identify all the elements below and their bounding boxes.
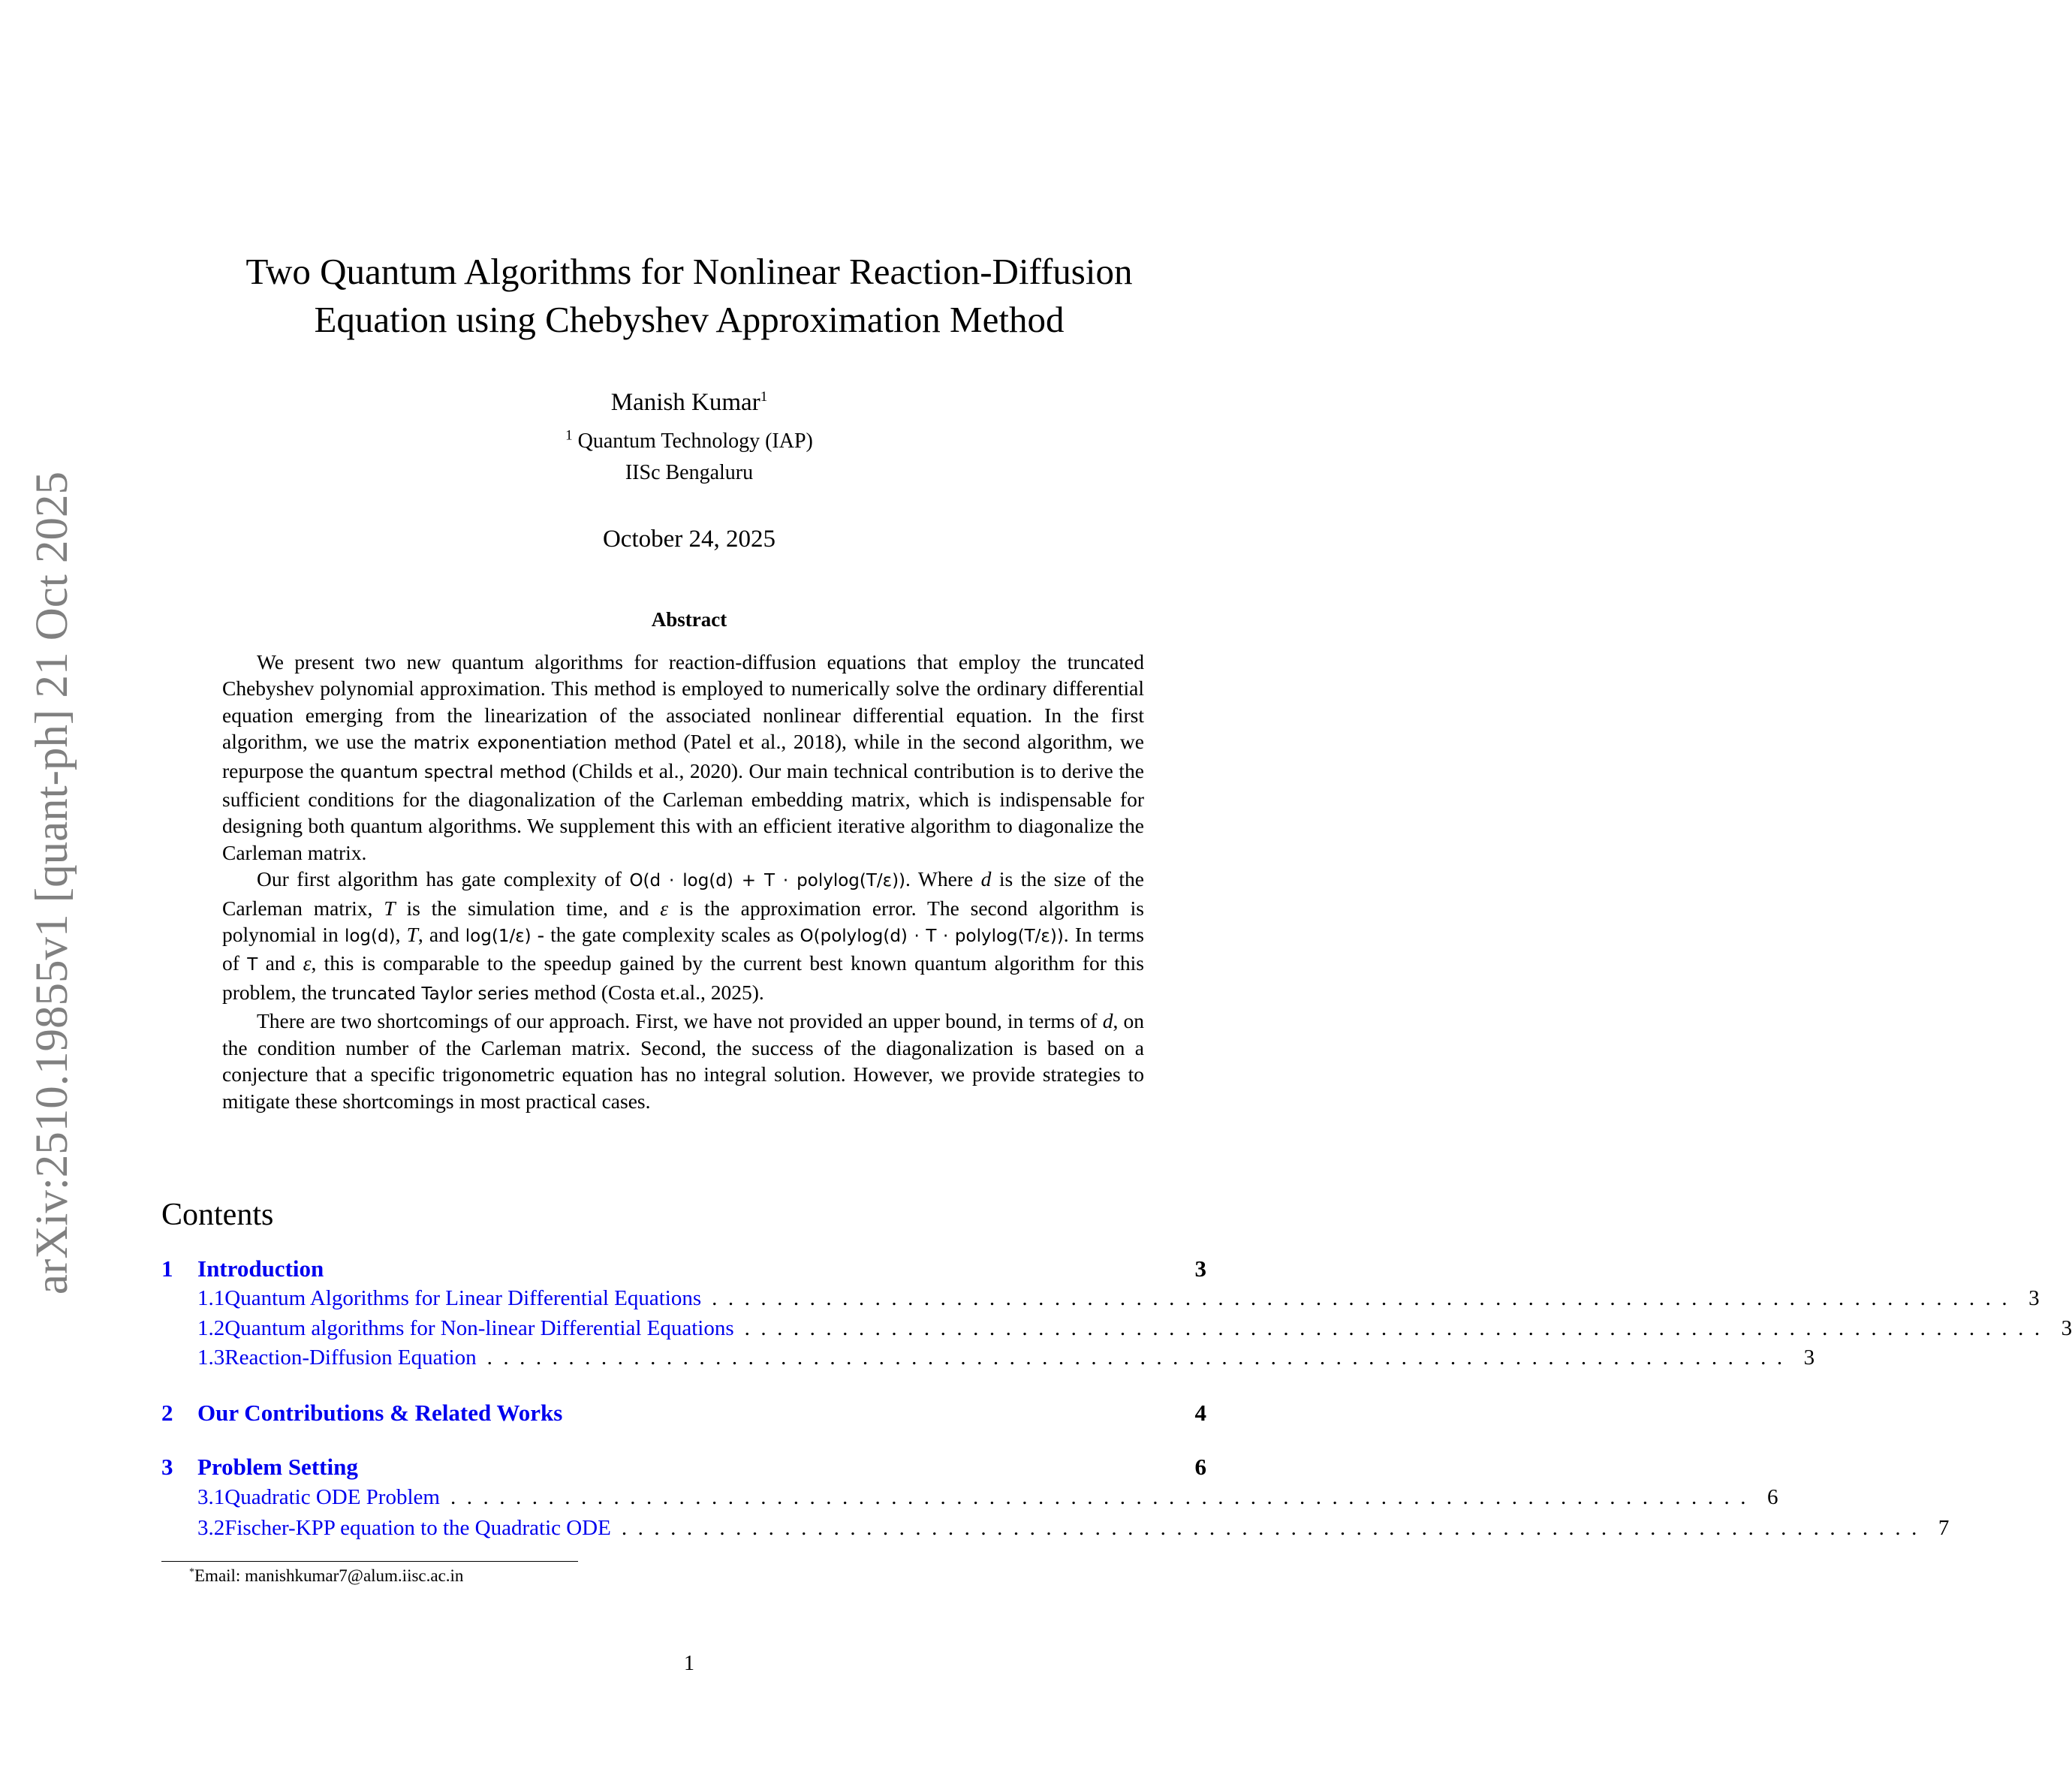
- footnote-mark: *: [189, 1566, 194, 1578]
- affiliation-mark: 1: [565, 427, 573, 444]
- abstract-text: , on the condition number of the Carleman matrix. Second, the success of the diagonalization is based on a conjecture that a specific trigonometric equation has no integral solution. However, we provide strategies to mitigate these shortcomings in most practical cases.: [222, 1009, 1144, 1113]
- abstract-text: (Childs et al., 2020). Our main technical contribution is to derive the sufficient conditions for the diagonalization of the Carleman embedding matrix, which is indispensable for designing both quantum algorithms. We supplement this with an efficient iterative algorithm to diagonalize the Carleman matrix.: [222, 758, 1144, 864]
- abstract-term: log(d): [344, 927, 396, 947]
- toc-leader-dots: ................................................................................: [486, 1346, 1793, 1370]
- toc-page-number: 3: [1803, 1346, 1815, 1370]
- toc-section-link[interactable]: [161, 1400, 1206, 1427]
- footnote-rule: [161, 1561, 578, 1562]
- abstract-text: is the size of the Carleman matrix,: [222, 867, 1145, 920]
- toc-number: 3.1: [197, 1485, 225, 1509]
- abstract-math: T: [384, 896, 396, 920]
- abstract-term: matrix exponentiation: [413, 734, 607, 754]
- toc-number: 3: [161, 1454, 173, 1480]
- abstract-term: log(1/ε): [465, 927, 532, 947]
- title-line-1: Two Quantum Algorithms for Nonlinear Reaction-Diffusion: [245, 251, 1133, 292]
- toc-leader-dots: ................................................................................: [450, 1485, 1757, 1509]
- abstract-body: [222, 649, 1144, 1114]
- abstract-text: There are two shortcomings of our approach. First, we have not provided an upper bound, in terms of: [257, 1009, 1103, 1033]
- abstract-term: O(d · log(d) + T · polylog(T/ε)): [629, 871, 906, 891]
- author-mark: 1: [760, 389, 768, 405]
- abstract-text: , this is comparable to the speedup gained by the current best known quantum algorithm for this problem, the: [222, 951, 1144, 1004]
- toc-subsection-link[interactable]: [161, 1346, 1815, 1370]
- abstract-heading: Abstract: [651, 608, 727, 631]
- abstract-text: - the gate complexity scales as: [531, 923, 800, 947]
- page-number: 1: [684, 1652, 694, 1675]
- affiliation-institute: IISc Bengaluru: [625, 461, 754, 484]
- toc-title[interactable]: Quantum Algorithms for Linear Differential Equations: [224, 1286, 702, 1310]
- toc-number: 3.2: [197, 1516, 225, 1540]
- toc-title[interactable]: Quadratic ODE Problem: [224, 1485, 440, 1509]
- toc-page-number: 4: [1194, 1400, 1206, 1426]
- abstract-paragraph: [222, 1008, 1144, 1114]
- abstract-term: T: [247, 955, 258, 975]
- toc-number: 1.3: [197, 1346, 225, 1370]
- affiliation: [0, 429, 1378, 454]
- toc-title[interactable]: Problem Setting: [197, 1454, 358, 1480]
- abstract-text: We present two new quantum algorithms for reaction-diffusion equations that employ the truncated Chebyshev polynomial approximation. This method is employed to numerically solve the ordinary differential equation emerging from the linearization of the associated nonlinear differential equation. In the first algorithm, we use the: [222, 650, 1144, 754]
- toc-title[interactable]: Fischer-KPP equation to the Quadratic ODE: [224, 1516, 611, 1540]
- toc-subsection-link[interactable]: [161, 1286, 2040, 1311]
- toc-leader-dots: ................................................................................: [712, 1286, 2019, 1310]
- abstract-term: truncated Taylor series: [331, 984, 529, 1004]
- toc-number: 1.1: [197, 1286, 225, 1310]
- abstract-text: ,: [395, 923, 407, 947]
- toc-section-link[interactable]: [161, 1255, 1206, 1282]
- abstract-math: T: [406, 923, 418, 947]
- toc-number: 1.2: [197, 1316, 225, 1340]
- toc-page-number: 3: [2028, 1286, 2040, 1310]
- abstract-math: ε: [303, 951, 312, 975]
- toc-page-number: 3: [1194, 1255, 1206, 1282]
- abstract-text: method (Patel et al., 2018), while in the second algorithm, we repurpose the: [222, 730, 1144, 782]
- abstract-math: ε: [660, 896, 669, 920]
- author: [0, 389, 1378, 417]
- toc-leader-dots: ................................................................................: [621, 1516, 1928, 1540]
- abstract-math: d: [1102, 1009, 1113, 1033]
- toc-page-number: 6: [1194, 1454, 1206, 1480]
- author-name: Manish Kumar: [610, 389, 760, 416]
- toc-number: 1: [161, 1255, 173, 1282]
- abstract-paragraph: [222, 866, 1144, 1008]
- toc-subsection-link[interactable]: [161, 1485, 1778, 1510]
- abstract-text: is the approximation error. The second algorithm is polynomial in: [222, 896, 1144, 947]
- arxiv-stamp: arXiv:2510.19855v1 [quant-ph] 21 Oct 2025: [27, 471, 77, 1295]
- toc-title[interactable]: Reaction-Diffusion Equation: [224, 1346, 477, 1370]
- toc-number: 2: [161, 1400, 173, 1426]
- abstract-math: d: [980, 867, 992, 891]
- affiliation-dept: Quantum Technology (IAP): [572, 429, 813, 453]
- toc-title[interactable]: Introduction: [197, 1255, 324, 1282]
- toc-page-number: 3: [2061, 1316, 2072, 1340]
- abstract-text: . Where: [905, 867, 981, 891]
- title-line-2: Equation using Chebyshev Approximation Method: [314, 299, 1065, 340]
- toc-subsection-link[interactable]: [161, 1316, 2072, 1341]
- date: October 24, 2025: [602, 526, 776, 553]
- paper-title: [0, 248, 1378, 344]
- abstract-text: Our first algorithm has gate complexity of: [257, 867, 630, 891]
- toc-page-number: 6: [1766, 1485, 1778, 1509]
- footnote: [189, 1566, 463, 1586]
- contents-heading: Contents: [161, 1198, 274, 1232]
- abstract-text: method (Costa et.al., 2025).: [529, 980, 764, 1004]
- abstract-paragraph: [222, 649, 1144, 866]
- footnote-text: Email: manishkumar7@alum.iisc.ac.in: [194, 1566, 464, 1585]
- toc-title[interactable]: Quantum algorithms for Non-linear Differential Equations: [224, 1316, 734, 1340]
- abstract-term: quantum spectral method: [340, 762, 567, 782]
- abstract-term: O(polylog(d) · T · polylog(T/ε)): [800, 927, 1064, 947]
- toc-subsection-link[interactable]: [161, 1516, 1950, 1541]
- abstract-text: and: [257, 951, 303, 975]
- abstract-text: is the simulation time, and: [395, 896, 661, 920]
- abstract-text: , and: [417, 923, 465, 947]
- toc-section-link[interactable]: [161, 1454, 1206, 1481]
- toc-leader-dots: ................................................................................: [744, 1316, 2051, 1340]
- toc-page-number: 7: [1938, 1516, 1950, 1540]
- toc-title[interactable]: Our Contributions & Related Works: [197, 1400, 563, 1426]
- abstract-text: . In terms of: [222, 923, 1144, 975]
